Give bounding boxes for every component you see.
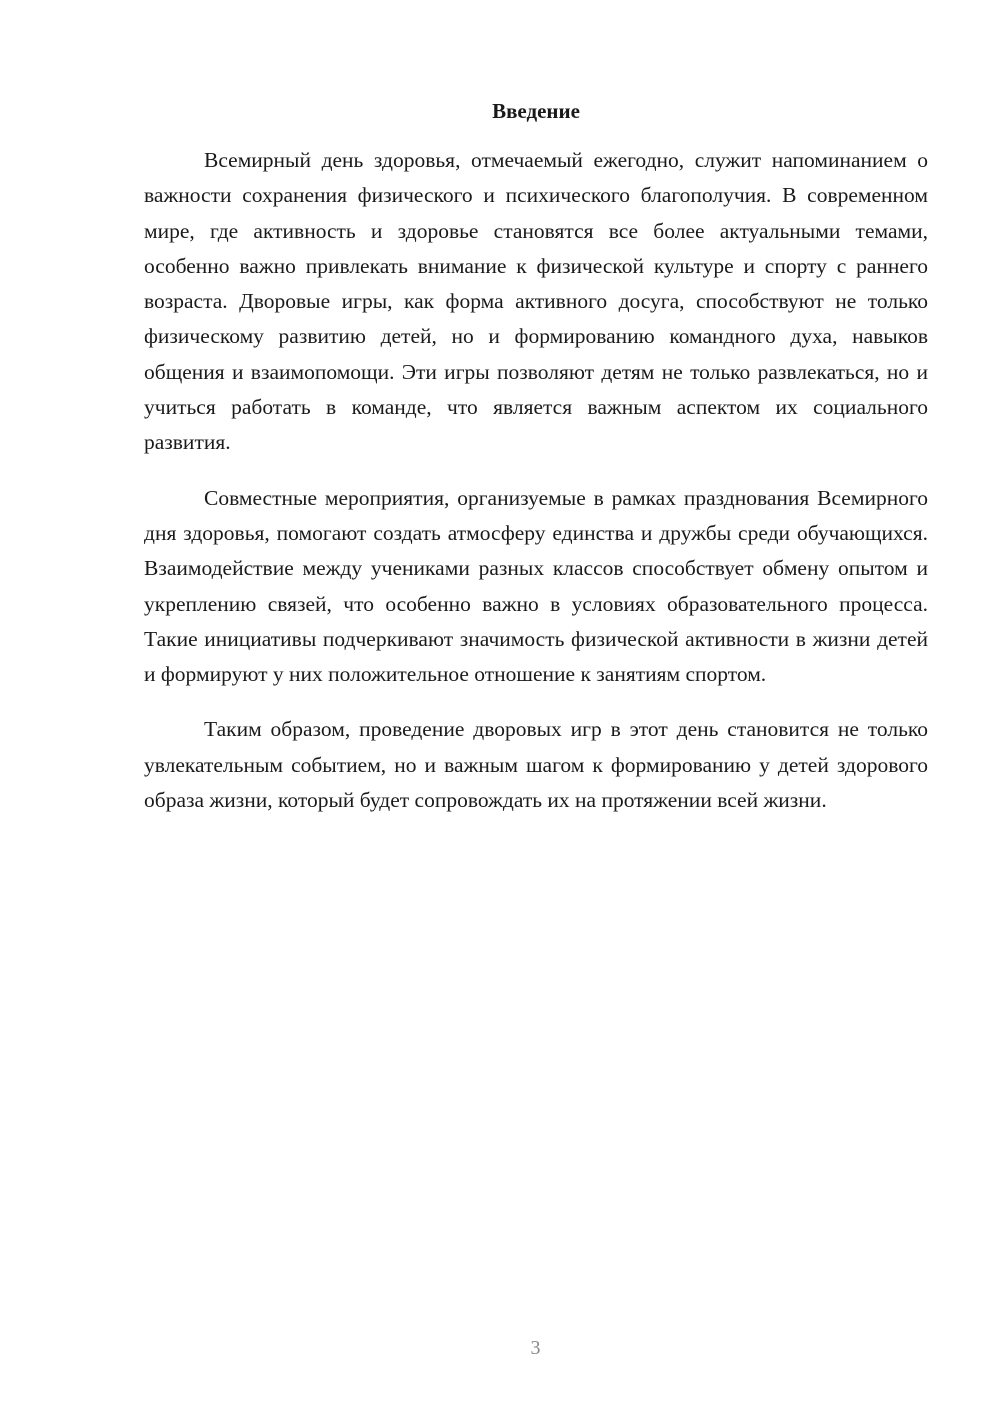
section-title: Введение (492, 99, 580, 123)
paragraph-3: Таким образом, проведение дворовых игр в этот день становится не только увлекательным событием, но и важным шагом к формированию у детей здорового образа жизни, который будет сопровождать их на протяжении всей жизни. (144, 717, 928, 813)
document-body (144, 143, 928, 838)
paragraph-1: Всемирный день здоровья, отмечаемый ежегодно, служит напоминанием о важности сохранения физического и психического благополучия. В современном мире, где активность и здоровье становятся все более актуальными темами, особенно важно привлекать внимание к физической культуре и спорту с раннего возраста. Дворовые игры, как форма активного досуга, способствуют не только физическому развитию детей, но и формированию командного духа, навыков общения и взаимопомощи. Эти игры позволяют детям не только развлекаться, но и учиться работать в команде, что является важным аспектом их социального развития. (144, 148, 928, 455)
page-number: 3 (530, 1337, 541, 1359)
paragraph-2: Совместные мероприятия, организуемые в рамках празднования Всемирного дня здоровья, помогают создать атмосферу единства и дружбы среди обучающихся. Взаимодействие между учениками разных классов способствует обмену опытом и укреплению связей, что особенно важно в условиях образовательного процесса. Такие инициативы подчеркивают значимость физической активности в жизни детей и формируют у них положительное отношение к занятиям спортом. (144, 485, 928, 687)
